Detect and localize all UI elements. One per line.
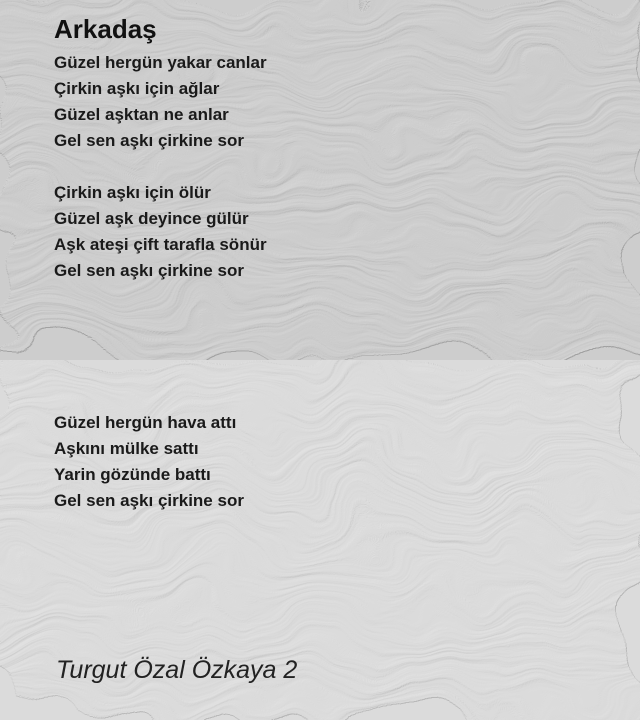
poem-line: Yarin gözünde battı [54, 465, 211, 484]
poem-line: Aşkını mülke sattı [54, 439, 199, 458]
poem-line: Gel sen aşkı çirkine sor [54, 261, 244, 280]
poem-line: Güzel hergün yakar canlar [54, 53, 267, 72]
poem-line: Güzel aşktan ne anlar [54, 105, 229, 124]
poem-line: Gel sen aşkı çirkine sor [54, 131, 244, 150]
poem-line: Gel sen aşkı çirkine sor [54, 491, 244, 510]
poem-line: Güzel aşk deyince gülür [54, 209, 249, 228]
poem-title: Arkadaş [54, 14, 157, 44]
stanza-2 [54, 180, 267, 284]
stanza-1 [54, 50, 267, 154]
poem-line: Güzel hergün hava attı [54, 413, 237, 432]
poem-line: Aşk ateşi çift tarafla sönür [54, 235, 267, 254]
poem-author: Turgut Özal Özkaya 2 [56, 656, 298, 684]
poem-line: Çirkin aşkı için ağlar [54, 79, 220, 98]
stanza-3 [54, 410, 244, 514]
poem-line: Çirkin aşkı için ölür [54, 183, 211, 202]
